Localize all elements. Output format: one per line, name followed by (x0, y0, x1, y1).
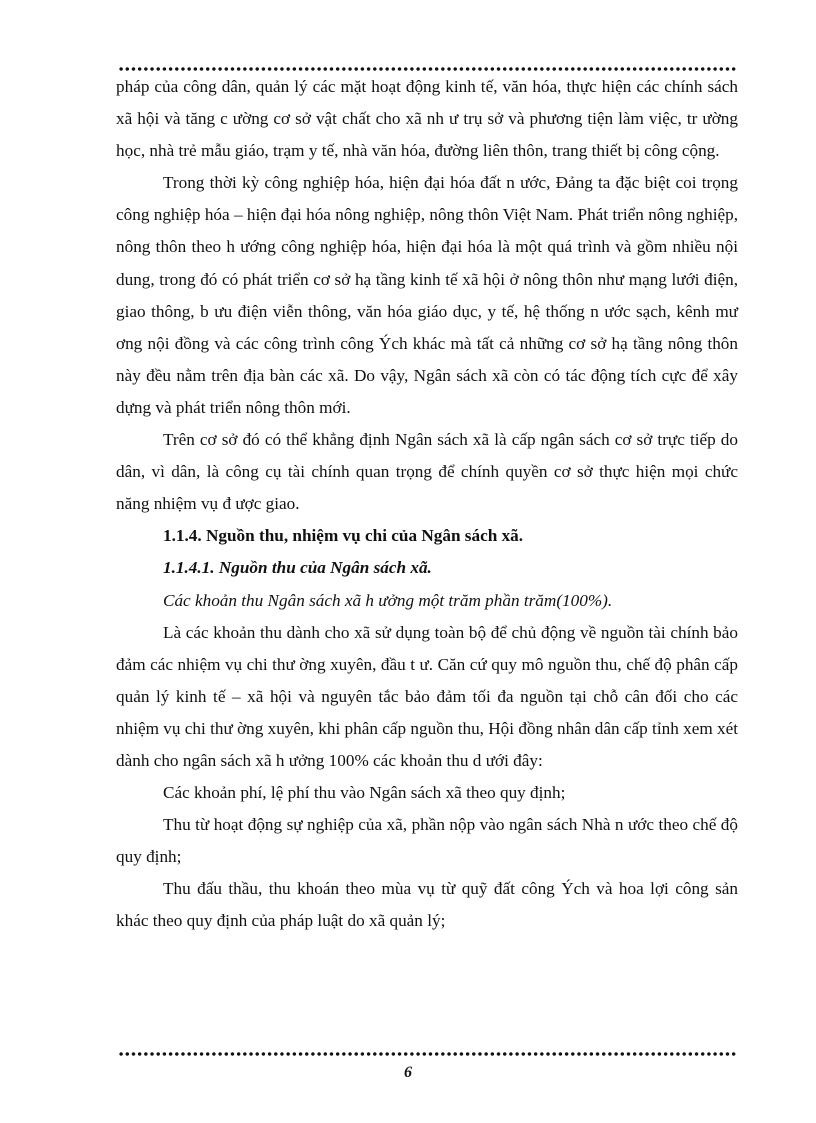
subsection-heading-1-1-4-1: 1.1.4.1. Nguồn thu của Ngân sách xã. (163, 558, 432, 578)
document-body (116, 71, 738, 938)
paragraph-industrialization: Trong thời kỳ công nghiệp hóa, hiện đại hóa đất n ước, Đảng ta đặc biệt coi trọng công nghiệp hóa – hiện đại hóa nông nghiệp, nông thôn Việt Nam. Phát triển nông nghiệp, nông thôn theo h ướng công nghiệp hóa, hiện đại hóa là một quá trình và gồm nhiều nội dung, trong đó có phát triển cơ sở hạ tầng kinh tế xã hội ở nông thôn như mạng lưới điện, giao thông, b ưu điện viễn thông, văn hóa giáo dục, y tế, hệ thống n ước sạch, kênh mư ơng nội đồng và các công trình công Ých khác mà tất cả những cơ sở hạ tầng nông thôn này đều nằm trên địa bàn các xã. Do vậy, Ngân sách xã còn có tác động tích cực để xây dựng và phát triển nông thôn mới. (116, 173, 738, 417)
footer-dotted-rule (118, 1051, 738, 1057)
italic-subheading-100-percent: Các khoản thu Ngân sách xã h ưởng một trăm phần trăm(100%). (163, 590, 613, 610)
list-item-fees: Các khoản phí, lệ phí thu vào Ngân sách xã theo quy định; (163, 783, 566, 803)
list-item-activity-revenue: Thu từ hoạt động sự nghiệp của xã, phần nộp vào ngân sách Nhà n ước theo chế độ quy định; (116, 815, 738, 867)
paragraph-revenue-description: Là các khoản thu dành cho xã sử dụng toàn bộ để chủ động về nguồn tài chính bảo đảm các nhiệm vụ chi thư ờng xuyên, đầu t ư. Căn cứ quy mô nguồn thu, chế độ phân cấp quản lý kinh tế – xã hội và nguyên tắc bảo đảm tối đa nguồn tại chỗ cân đối cho các nhiệm vụ chi thư ờng xuyên, khi phân cấp nguồn thu, Hội đồng nhân dân cấp tỉnh xem xét dành cho ngân sách xã h ưởng 100% các khoản thu d ưới đây: (116, 622, 738, 770)
page-number: 6 (404, 1064, 412, 1081)
list-item-bidding-revenue: Thu đấu thầu, thu khoán theo mùa vụ từ quỹ đất công Ých và hoa lợi công sản khác theo quy định của pháp luật do xã quản lý; (116, 879, 738, 931)
section-heading-1-1-4: 1.1.4. Nguồn thu, nhiệm vụ chi của Ngân sách xã. (163, 526, 524, 546)
paragraph-conclusion: Trên cơ sở đó có thể khẳng định Ngân sách xã là cấp ngân sách cơ sở trực tiếp do dân, vì dân, là công cụ tài chính quan trọng để chính quyền cơ sở thực hiện mọi chức năng nhiệm vụ đ ược giao. (116, 430, 738, 514)
paragraph-continuation: pháp của công dân, quản lý các mặt hoạt động kinh tế, văn hóa, thực hiện các chính sách xã hội và tăng c ường cơ sở vật chất cho xã nh ư trụ sở và phương tiện làm việc, tr ường học, nhà trẻ mẫu giáo, trạm y tế, nhà văn hóa, đường liên thôn, trang thiết bị công cộng. (116, 77, 738, 161)
